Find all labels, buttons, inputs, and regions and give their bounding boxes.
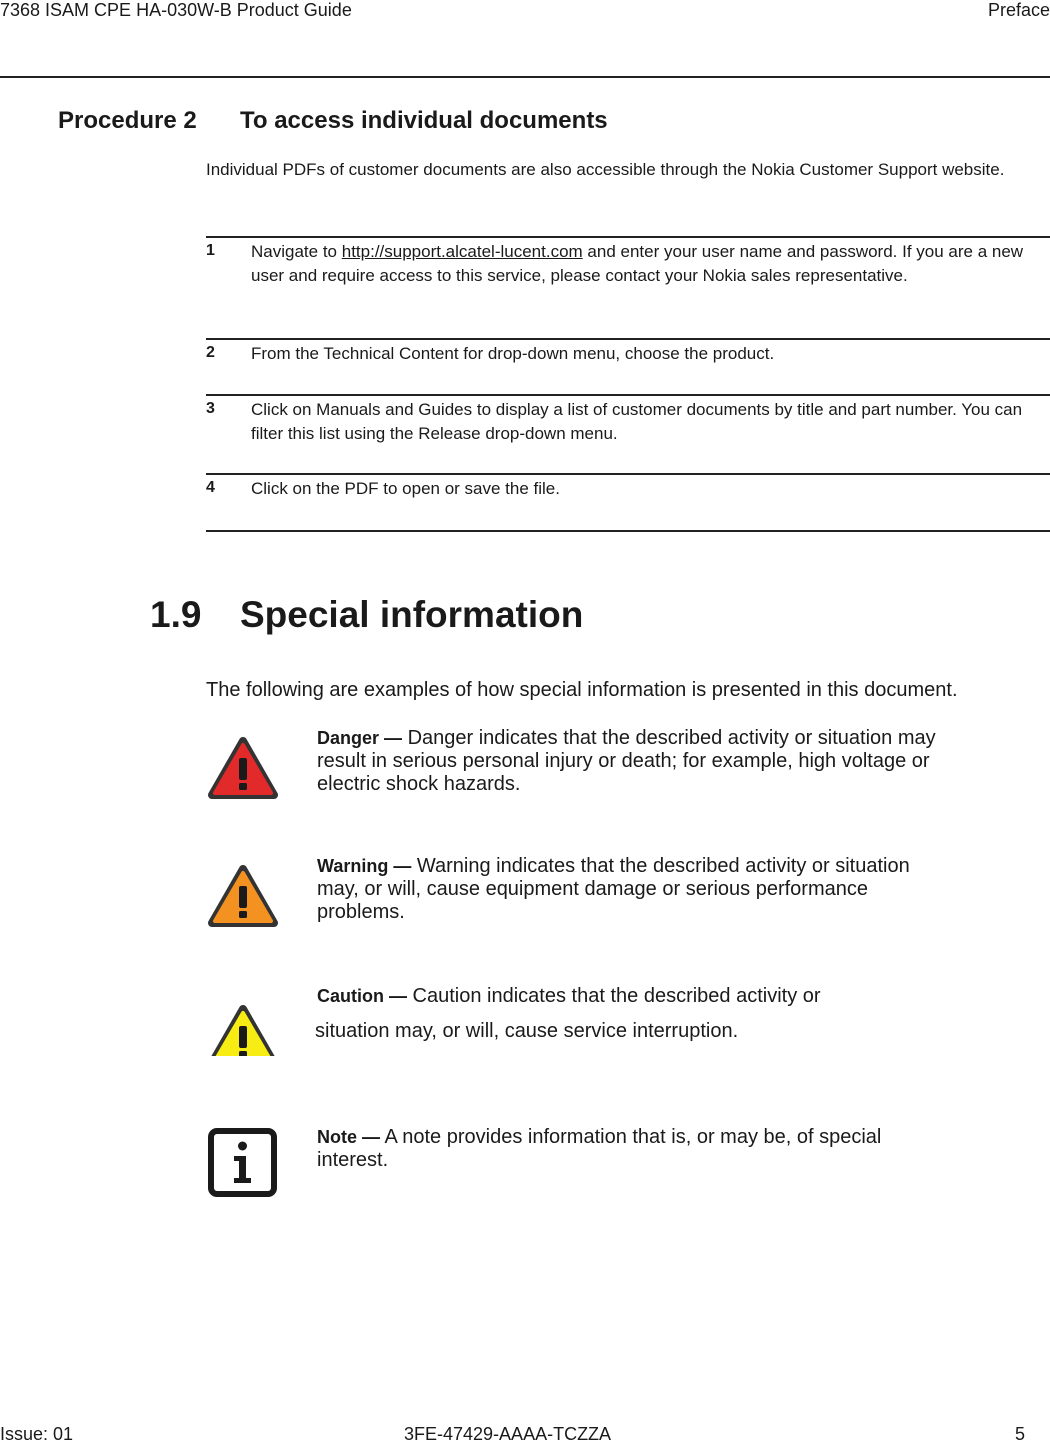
support-link[interactable]: http://support.alcatel-lucent.com bbox=[341, 242, 583, 261]
warning-text: Warning indicates that the described activity or situation may, or will, cause equipment damage or serious performance problems. bbox=[317, 855, 910, 923]
step-number: 1 bbox=[206, 242, 215, 259]
section-number: 1.9 bbox=[150, 594, 202, 635]
warning-notice bbox=[317, 855, 937, 924]
step-text: Click on Manuals and Guides to display a list of customer documents by title and part number. You can filter this list using the Release drop-down menu. bbox=[251, 400, 1023, 443]
footer-page-number: 5 bbox=[1014, 1424, 1025, 1444]
section-title: Special information bbox=[240, 594, 584, 635]
footer-issue: Issue: 01 bbox=[0, 1424, 74, 1444]
footer-doc-id: 3FE-47429-AAAA-TCZZA bbox=[404, 1424, 612, 1444]
step-text: From the Technical Content for drop-down menu, choose the product. bbox=[251, 344, 775, 363]
caution-text-line2: situation may, or will, cause service interruption. bbox=[315, 1020, 739, 1042]
procedure-heading bbox=[58, 107, 608, 135]
step-number: 4 bbox=[206, 479, 215, 496]
step-rule bbox=[206, 236, 1050, 238]
warning-icon bbox=[208, 864, 278, 928]
procedure-end-rule bbox=[206, 530, 1050, 532]
step-rule bbox=[206, 338, 1050, 340]
danger-label: Danger — bbox=[317, 728, 403, 748]
step-rule bbox=[206, 473, 1050, 475]
note-label: Note — bbox=[317, 1127, 380, 1147]
procedure-number: Procedure 2 bbox=[58, 107, 197, 134]
caution-label: Caution — bbox=[317, 986, 407, 1006]
danger-icon bbox=[208, 736, 278, 800]
procedure-intro: Individual PDFs of customer documents are also accessible through the Nokia Customer Support website. bbox=[206, 160, 1005, 179]
step-number: 2 bbox=[206, 344, 215, 361]
header-title: 7368 ISAM CPE HA-030W-B Product Guide bbox=[0, 0, 352, 20]
danger-notice bbox=[317, 727, 937, 796]
step-text-pre: Navigate to bbox=[251, 242, 342, 261]
warning-label: Warning — bbox=[317, 856, 412, 876]
step-rule bbox=[206, 394, 1050, 396]
section-heading bbox=[150, 594, 583, 636]
danger-text: Danger indicates that the described activity or situation may result in serious personal injury or death; for example, high voltage or electric shock hazards. bbox=[317, 727, 936, 795]
procedure-title: To access individual documents bbox=[240, 107, 608, 134]
step-text: Click on the PDF to open or save the file. bbox=[251, 479, 560, 498]
step-text bbox=[251, 240, 1046, 288]
info-icon bbox=[208, 1128, 277, 1197]
header-rule bbox=[0, 76, 1050, 78]
header-section: Preface bbox=[987, 0, 1050, 20]
caution-icon-frame bbox=[208, 1004, 278, 1056]
caution-notice bbox=[317, 985, 937, 1008]
step-text-post: and enter your user name and password. If you are a new user and require access to this service, please contact your Nokia sales representative. bbox=[251, 242, 1024, 285]
caution-text: Caution indicates that the described activity or bbox=[407, 985, 821, 1007]
caution-icon bbox=[208, 1004, 278, 1056]
note-text: A note provides information that is, or may be, of special interest. bbox=[317, 1126, 882, 1171]
step-number: 3 bbox=[206, 400, 215, 417]
note-notice bbox=[317, 1126, 937, 1172]
section-lead: The following are examples of how special information is presented in this document. bbox=[206, 679, 958, 701]
